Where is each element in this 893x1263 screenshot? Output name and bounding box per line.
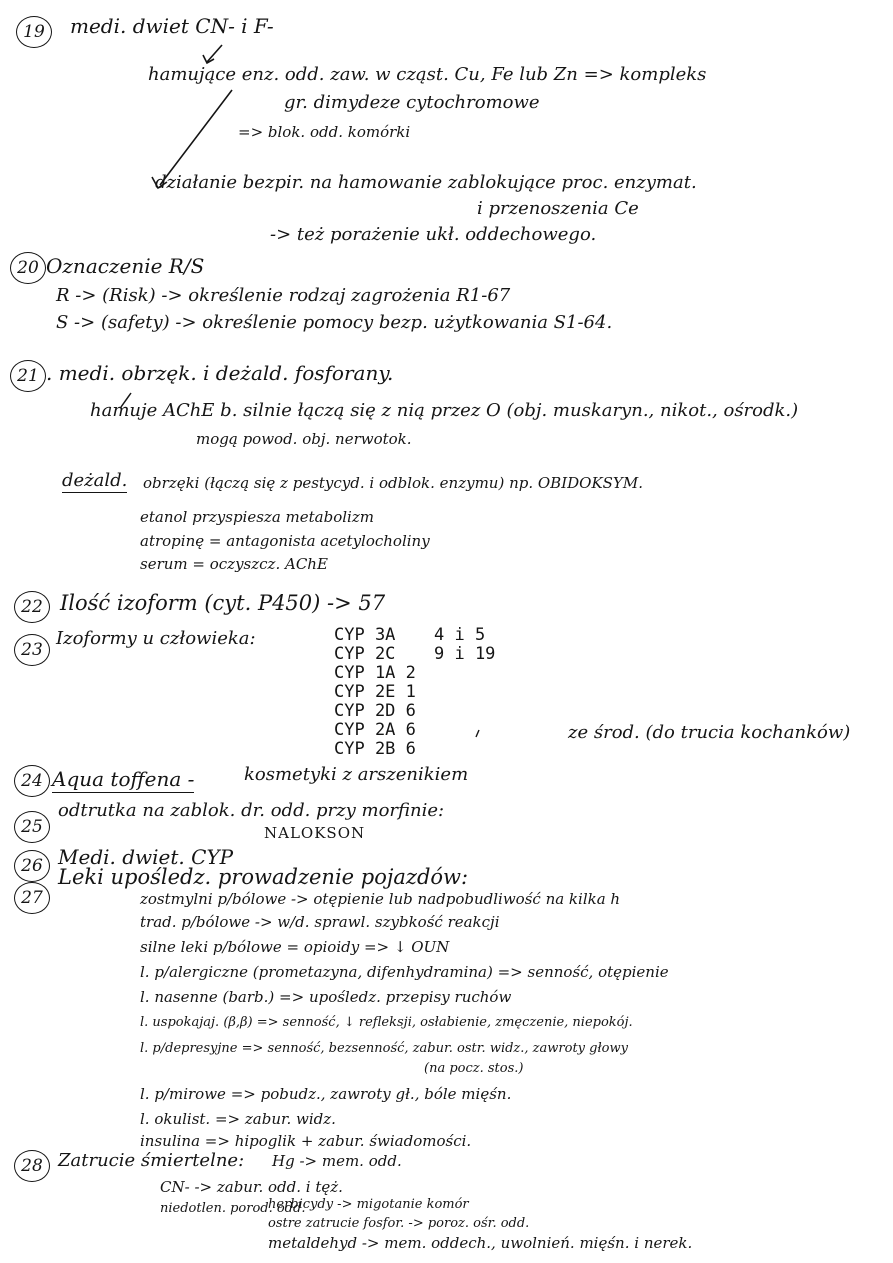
list-item: CYP 2A 6 <box>334 720 416 740</box>
item-27-line3: silne leki p/bólowe = opioidy => ↓ OUN <box>140 938 450 956</box>
item-23-note: ze środ. (do trucia kochanków) <box>568 722 851 743</box>
item-24-title: Aqua toffena - <box>52 767 195 791</box>
item-number-19: 19 <box>16 16 52 48</box>
item-number-21: 21 <box>10 360 46 392</box>
item-21-antidote-label: deżald. <box>62 470 128 491</box>
item-21-line3: mogą powod. obj. nerwotok. <box>196 430 412 448</box>
item-27-line8: l. p/mirowe => pobudz., zawroty gł., bóle mięśn. <box>140 1085 512 1103</box>
item-21-title: . medi. obrzęk. i deżald. fosforany. <box>46 361 394 385</box>
item-21-line6: atropinę = antagonista acetylocholiny <box>140 532 430 550</box>
item-19-line3: gr. dimydeze cytochromowe <box>284 92 540 113</box>
item-number-27: 27 <box>14 882 50 914</box>
list-item: CYP 2B 6 <box>334 739 416 759</box>
item-25-sub: NALOKSON <box>264 824 366 842</box>
item-28-line3: herbicydy -> migotanie komór <box>268 1197 469 1212</box>
item-27-line5: l. nasenne (barb.) => upośledz. przepisy ruchów <box>140 988 512 1006</box>
item-number-23: 23 <box>14 634 50 666</box>
item-19-line5: działanie bezpir. na hamowanie zablokujące proc. enzymat. <box>155 172 697 193</box>
item-21-line2: hamuje AChE b. silnie łączą się z nią przez O (obj. muskaryn., nikot., ośrodk.) <box>90 400 799 421</box>
item-22-text: Ilość izoform (cyt. P450) -> 57 <box>60 591 386 615</box>
item-27-line9: l. okulist. => zabur. widz. <box>140 1110 336 1128</box>
item-28-title: Zatrucie śmiertelne: <box>58 1150 245 1171</box>
item-19-line4: => blok. odd. komórki <box>238 123 411 141</box>
item-19-line6: i przenoszenia Ce <box>477 198 639 219</box>
item-26-text: Medi. dwiet. CYP <box>58 845 234 869</box>
item-27-line7: l. p/depresyjne => senność, bezsenność, zabur. ostr. widz., zawroty głowy <box>140 1041 628 1056</box>
item-27-line4: l. p/alergiczne (prometazyna, difenhydramina) => senność, otępienie <box>140 963 669 981</box>
item-28-line5: metaldehyd -> mem. oddech., uwolnień. mięśn. i nerek. <box>268 1234 693 1252</box>
item-21-line5: etanol przyspiesza metabolizm <box>140 508 374 526</box>
item-27-line10: insulina => hipoglik + zabur. świadomości. <box>140 1132 472 1150</box>
list-item: CYP 3A 4 i 5 <box>334 625 486 645</box>
item-number-22: 22 <box>14 591 50 623</box>
item-19-line7: -> też porażenie ukł. oddechowego. <box>270 224 597 245</box>
item-28-line4: ostre zatrucie fosfor. -> poroz. ośr. odd. <box>268 1216 530 1231</box>
item-25-text: odtrutka na zablok. dr. odd. przy morfinie: <box>58 800 445 821</box>
item-20-line2: R -> (Risk) -> określenie rodzaj zagrożenia R1-67 <box>56 285 511 306</box>
item-28-side-note: niedotlen. porod. odd. <box>160 1201 306 1216</box>
item-28-line1: Hg -> mem. odd. <box>272 1152 402 1170</box>
item-27-line6: l. uspokajaj. (β,β) => senność, ↓ refleksji, osłabienie, zmęczenie, niepokój. <box>140 1015 633 1030</box>
item-21-line7: serum = oczyszcz. AChE <box>140 555 328 573</box>
list-item: CYP 2D 6 <box>334 701 416 721</box>
list-item: CYP 2C 9 i 19 <box>334 644 496 664</box>
item-number-28: 28 <box>14 1150 50 1182</box>
item-27-line1: zostmylni p/bólowe -> otępienie lub nadpobudliwość na kilka h <box>140 890 621 908</box>
item-number-26: 26 <box>14 850 50 882</box>
isoform-list <box>334 624 504 757</box>
item-27-line7-note: (na pocz. stos.) <box>424 1061 524 1076</box>
item-27-line2: trad. p/bólowe -> w/d. sprawl. szybkość reakcji <box>140 913 500 931</box>
item-23-label: Izoformy u człowieka: <box>56 628 256 649</box>
item-28-line2: CN- -> zabur. odd. i tęż. <box>160 1178 343 1196</box>
list-item: CYP 1A 2 <box>334 663 416 683</box>
item-number-20: 20 <box>10 252 46 284</box>
item-27-title: Leki upośledz. prowadzenie pojazdów: <box>58 865 469 889</box>
item-19-line2: hamujące enz. odd. zaw. w cząst. Cu, Fe lub Zn => kompleks <box>148 64 707 85</box>
item-21-line4: obrzęki (łączą się z pestycyd. i odblok. enzymu) np. OBIDOKSYM. <box>143 474 643 492</box>
list-item: CYP 2E 1 <box>334 682 416 702</box>
item-number-25: 25 <box>14 811 50 843</box>
item-19-title: medi. dwiet CN- i F- <box>70 14 274 38</box>
item-24-text: kosmetyki z arszenikiem <box>244 764 469 785</box>
item-20-line3: S -> (safety) -> określenie pomocy bezp. użytkowania S1-64. <box>56 312 613 333</box>
item-20-title: Oznaczenie R/S <box>46 254 205 278</box>
item-number-24: 24 <box>14 765 50 797</box>
